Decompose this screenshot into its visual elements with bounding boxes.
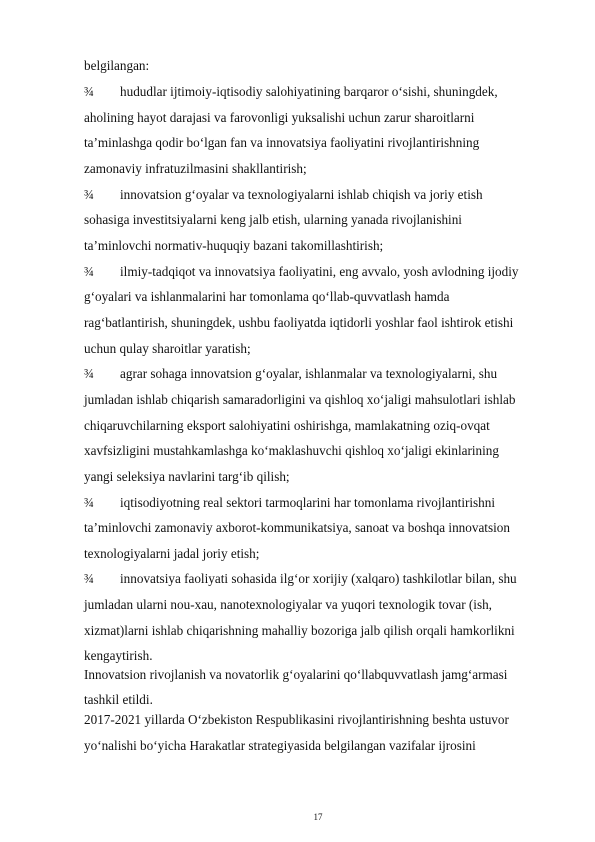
paragraph-2-line-1: 2017-2021 yillarda O‘zbekiston Respublikasini rivojlantirishning beshta ustuvor bbox=[84, 712, 509, 727]
paragraph-1-line-2: tashkil etildi. bbox=[84, 692, 153, 707]
bullet-1-line-1: hududlar ijtimoiy-iqtisodiy salohiyatining barqaror o‘sishi, shuningdek, bbox=[120, 84, 498, 99]
bullet-5-line-2: ta’minlovchi zamonaviy axborot-kommunikatsiya, sanoat va boshqa innovatsion bbox=[84, 520, 510, 535]
bullet-5-line-3: texnologiyalarni jadal joriy etish; bbox=[84, 546, 260, 561]
bullet-icon: ¾ bbox=[84, 264, 94, 279]
bullet-icon: ¾ bbox=[84, 495, 94, 510]
bullet-4-line-5: yangi seleksiya navlarini targ‘ib qilish; bbox=[84, 469, 290, 484]
intro-line: belgilangan: bbox=[84, 58, 150, 73]
bullet-1-line-2: aholining hayot darajasi va farovonligi yuksalishi uchun zarur sharoitlarni bbox=[84, 110, 475, 125]
bullet-3-line-4: uchun qulay sharoitlar yaratish; bbox=[84, 341, 251, 356]
bullet-2-line-1: innovatsion g‘oyalar va texnologiyalarni ishlab chiqish va joriy etish bbox=[120, 187, 483, 202]
bullet-4-line-1: agrar sohaga innovatsion g‘oyalar, ishlanmalar va texnologiyalarni, shu bbox=[120, 366, 498, 381]
bullet-6-line-3: xizmat)larni ishlab chiqarishning mahalliy bozoriga jalb qilish orqali hamkorlikni bbox=[84, 623, 515, 638]
bullet-3-line-1: ilmiy-tadqiqot va innovatsiya faoliyatini, eng avvalo, yosh avlodning ijodiy bbox=[120, 264, 519, 279]
bullet-4-line-3: chiqaruvchilarning eksport salohiyatini oshirishga, mamlakatning oziq-ovqat bbox=[84, 418, 490, 433]
bullet-2-line-3: ta’minlovchi normativ-huquqiy bazani takomillashtirish; bbox=[84, 238, 384, 253]
bullet-6-line-2: jumladan ularni nou-xau, nanotexnologiyalar va yuqori texnologik tovar (ish, bbox=[84, 597, 492, 612]
bullet-4-line-4: xavfsizligini mustahkamlashga ko‘maklashuvchi qishloq xo‘jaligi ekinlarining bbox=[84, 443, 499, 458]
page-number: 17 bbox=[313, 812, 323, 822]
bullet-3-line-2: g‘oyalari va ishlanmalarini har tomonlama qo‘llab-quvvatlash hamda bbox=[84, 289, 450, 304]
paragraph-2-line-2: yo‘nalishi bo‘yicha Harakatlar strategiyasida belgilangan vazifalar ijrosini bbox=[84, 738, 476, 753]
bullet-icon: ¾ bbox=[84, 366, 94, 381]
bullet-icon: ¾ bbox=[84, 187, 94, 202]
bullet-2-line-2: sohasiga investitsiyalarni keng jalb etish, ularning yanada rivojlanishini bbox=[84, 212, 462, 227]
bullet-1-line-3: ta’minlashga qodir bo‘lgan fan va innovatsiya faoliyatini rivojlantirishning bbox=[84, 135, 480, 150]
bullet-1-line-4: zamonaviy infratuzilmasini shakllantirish; bbox=[84, 161, 307, 176]
bullet-4-line-2: jumladan ishlab chiqarish samaradorligini va qishloq xo‘jaligi mahsulotlari ishlab bbox=[84, 392, 516, 407]
bullet-icon: ¾ bbox=[84, 571, 94, 586]
paragraph-1-line-1: Innovatsion rivojlanish va novatorlik g‘oyalarini qo‘llabquvvatlash jamg‘armasi bbox=[84, 667, 508, 682]
bullet-6-line-1: innovatsiya faoliyati sohasida ilg‘or xorijiy (xalqaro) tashkilotlar bilan, shu bbox=[120, 571, 517, 586]
bullet-6-line-4: kengaytirish. bbox=[84, 648, 153, 663]
bullet-5-line-1: iqtisodiyotning real sektori tarmoqlarini har tomonlama rivojlantirishni bbox=[120, 495, 496, 510]
bullet-icon: ¾ bbox=[84, 84, 94, 99]
bullet-3-line-3: rag‘batlantirish, shuningdek, ushbu faoliyatda iqtidorli yoshlar faol ishtirok etishi bbox=[84, 315, 514, 330]
